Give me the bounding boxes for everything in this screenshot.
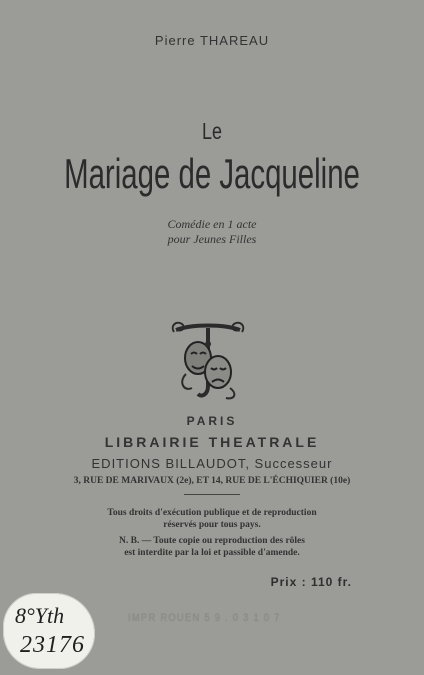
nb-notice bbox=[0, 535, 424, 559]
rights-line-1: Tous droits d'exécution publique et de reproduction bbox=[107, 508, 317, 518]
publisher-editions: EDITIONS BILLAUDOT, Successeur bbox=[91, 456, 333, 471]
publisher-name: LIBRAIRIE THEATRALE bbox=[104, 434, 320, 450]
subtitle-line-2: pour Jeunes Filles bbox=[167, 232, 257, 246]
title-article: Le bbox=[202, 118, 222, 144]
subtitle-line-1: Comédie en 1 acte bbox=[167, 217, 257, 231]
publisher-city: PARIS bbox=[186, 414, 238, 428]
price: Prix : 110 fr. bbox=[270, 575, 352, 589]
rights-notice bbox=[0, 507, 424, 531]
book-title: Mariage de Jacqueline bbox=[64, 150, 360, 197]
note-line-2: est interdite par la loi et passible d'amende. bbox=[124, 548, 300, 558]
shelfmark-line-1: 8°Yth bbox=[15, 603, 65, 628]
divider bbox=[184, 494, 240, 495]
rights-line-2: réservés pour tous pays. bbox=[163, 520, 261, 530]
theatre-masks-monogram-icon bbox=[168, 316, 248, 402]
print-stamp: IMPR ROUEN 5 9 . 0 3 1 0 7 bbox=[128, 612, 281, 624]
shelfmark-line-2: 23176 bbox=[20, 632, 85, 658]
library-shelfmark-label bbox=[3, 593, 95, 669]
publisher-address: 3, RUE DE MARIVAUX (2e), ET 14, RUE DE L'ÉCHIQUIER (10e) bbox=[73, 476, 351, 486]
subtitle bbox=[0, 217, 424, 247]
author-name: Pierre THAREAU bbox=[154, 33, 270, 48]
note-line-1: N. B. — Toute copie ou reproduction des rôles bbox=[119, 536, 305, 546]
